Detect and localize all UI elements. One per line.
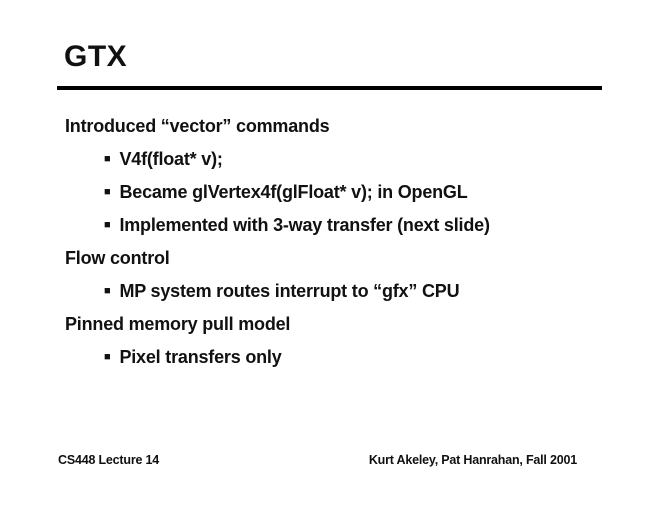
bullet-line: [65, 176, 625, 209]
bullet-square-icon: ■: [104, 285, 111, 297]
footer-authors-label: Kurt Akeley, Pat Hanrahan, Fall 2001: [368, 453, 577, 467]
bullet-line: [65, 143, 625, 176]
bullet-square-icon: ■: [104, 186, 111, 198]
slide-footer: [0, 453, 660, 473]
section-line: Introduced “vector” commands: [65, 116, 330, 136]
bullet-text: Pixel transfers only: [119, 347, 282, 367]
footer-course-label: CS448 Lecture 14: [58, 453, 160, 467]
slide-body: [65, 110, 625, 374]
section-line: Flow control: [65, 248, 170, 268]
bullet-line: [65, 209, 625, 242]
bullet-line: [65, 341, 625, 374]
bullet-text: Implemented with 3-way transfer (next slide): [119, 215, 490, 235]
bullet-line: [65, 275, 625, 308]
bullet-square-icon: ■: [104, 351, 111, 363]
title-underline: [57, 86, 602, 90]
bullet-square-icon: ■: [104, 219, 111, 231]
section-line: Pinned memory pull model: [65, 314, 291, 334]
bullet-text: V4f(float* v);: [119, 149, 223, 169]
bullet-text: MP system routes interrupt to “gfx” CPU: [119, 281, 460, 301]
bullet-square-icon: ■: [104, 153, 111, 165]
slide-title: GTX: [64, 40, 128, 73]
bullet-text: Became glVertex4f(glFloat* v); in OpenGL: [119, 182, 468, 202]
